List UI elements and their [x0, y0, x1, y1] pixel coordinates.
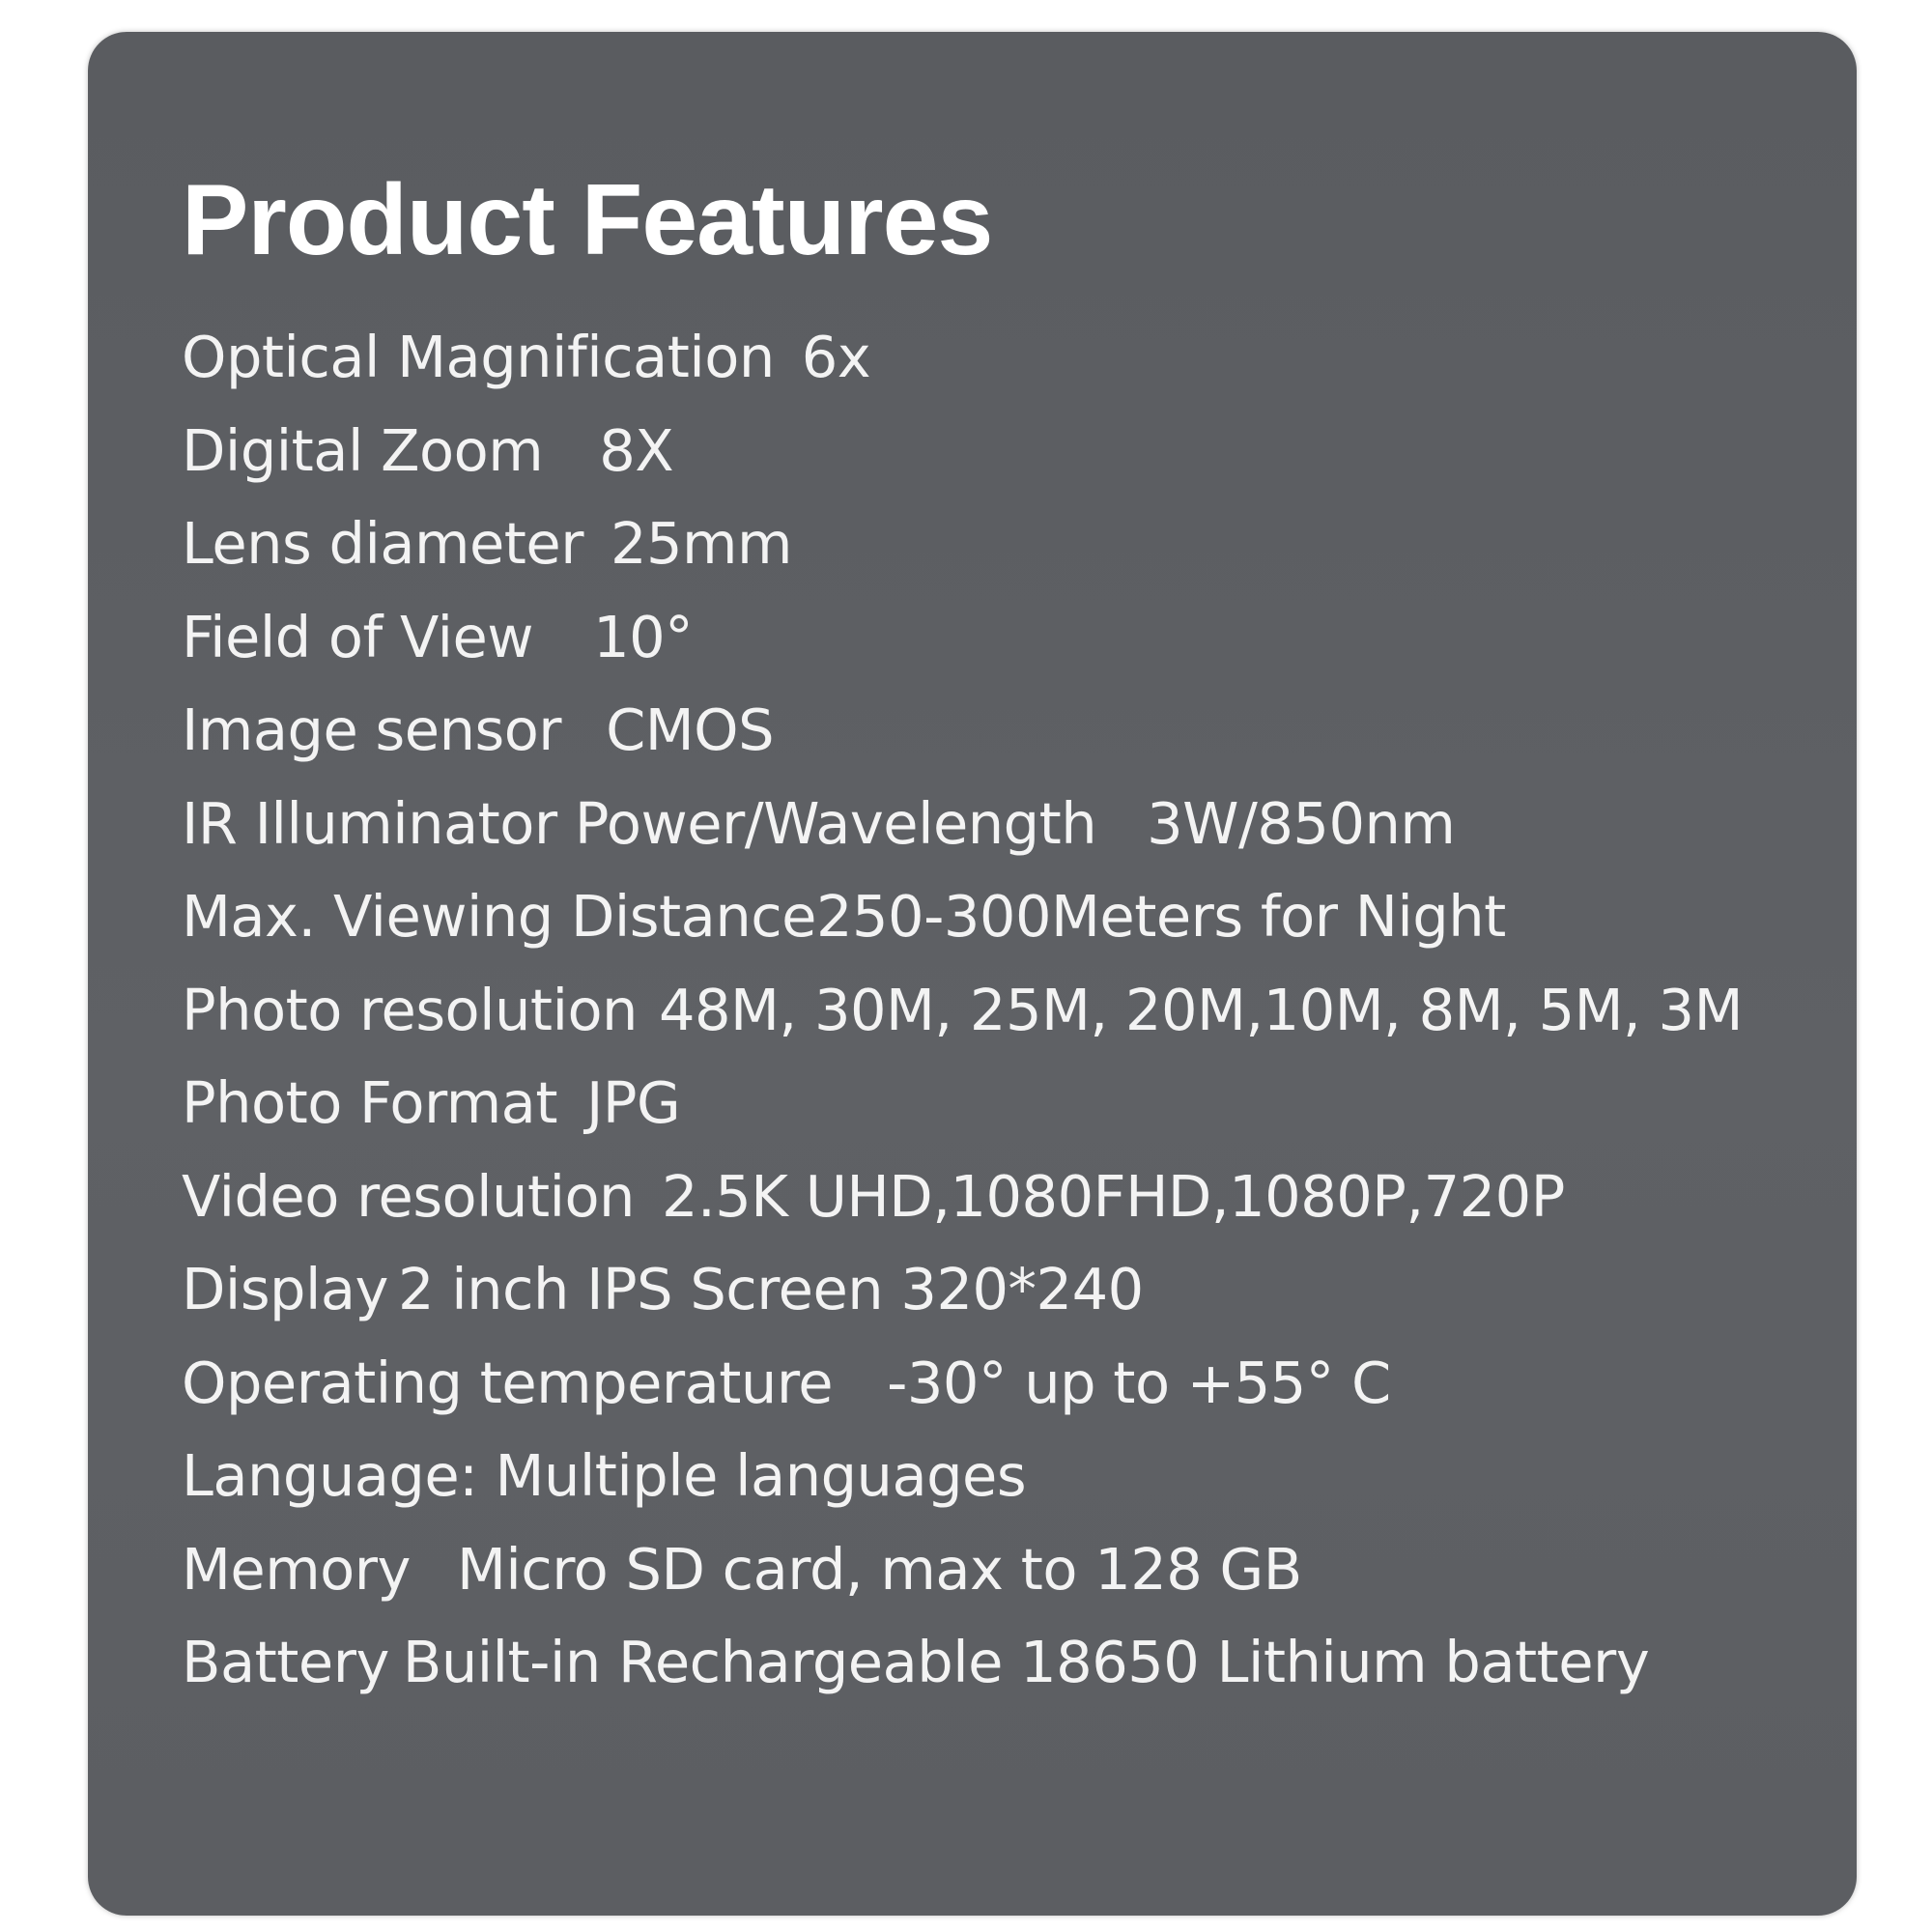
feature-row: [182, 1430, 1743, 1523]
feature-row: [182, 497, 1743, 591]
feature-value: 6x: [801, 324, 871, 390]
feature-label: Lens diameter: [182, 510, 583, 577]
feature-label: Memory: [182, 1535, 411, 1603]
feature-row: [182, 684, 1743, 778]
feature-label: Max. Viewing Distance: [182, 883, 816, 950]
feature-value: 3W/850nm: [1147, 789, 1456, 857]
feature-value: 48M, 30M, 25M, 20M,10M, 8M, 5M, 3M: [658, 976, 1743, 1043]
feature-value: Built-in Rechargeable 18650 Lithium battery: [402, 1629, 1650, 1695]
feature-row: [182, 591, 1743, 685]
feature-label: Display: [182, 1256, 388, 1322]
feature-label: Optical Magnification: [182, 324, 775, 390]
feature-row: [182, 1243, 1743, 1337]
feature-value: 25mm: [610, 510, 793, 577]
feature-value: 10°: [593, 603, 694, 670]
feature-value: 2 inch IPS Screen 320*240: [397, 1256, 1144, 1322]
feature-value: Multiple languages: [495, 1442, 1027, 1509]
feature-value: -30° up to +55° C: [887, 1349, 1391, 1416]
feature-label: IR Illuminator Power/Wavelength: [182, 789, 1097, 857]
feature-row: [182, 405, 1743, 498]
feature-row: [182, 870, 1743, 964]
feature-list: [182, 311, 1743, 1710]
feature-label: Image sensor: [182, 696, 562, 763]
feature-label: Photo Format: [182, 1069, 557, 1136]
feature-value: 250-300Meters for Night: [815, 883, 1506, 950]
feature-row: [182, 964, 1743, 1058]
feature-row: [182, 1337, 1743, 1431]
feature-row: [182, 1616, 1743, 1710]
feature-label: Language:: [182, 1442, 478, 1509]
feature-label: Operating temperature: [182, 1349, 834, 1416]
feature-label: Battery: [182, 1629, 389, 1695]
feature-label: Field of View: [182, 603, 534, 670]
feature-label: Photo resolution: [182, 976, 638, 1043]
feature-row: [182, 778, 1743, 871]
feature-value: JPG: [585, 1069, 681, 1136]
feature-row: [182, 1151, 1743, 1244]
feature-row: [182, 311, 1743, 405]
feature-row: [182, 1523, 1743, 1617]
feature-label: Video resolution: [182, 1162, 635, 1230]
feature-value: CMOS: [606, 696, 775, 763]
page-title: Product Features: [182, 164, 993, 276]
feature-value: 8X: [599, 416, 674, 484]
feature-value: Micro SD card, max to 128 GB: [456, 1535, 1302, 1603]
feature-row: [182, 1057, 1743, 1151]
feature-value: 2.5K UHD,1080FHD,1080P,720P: [661, 1162, 1565, 1230]
feature-label: Digital Zoom: [182, 416, 544, 484]
